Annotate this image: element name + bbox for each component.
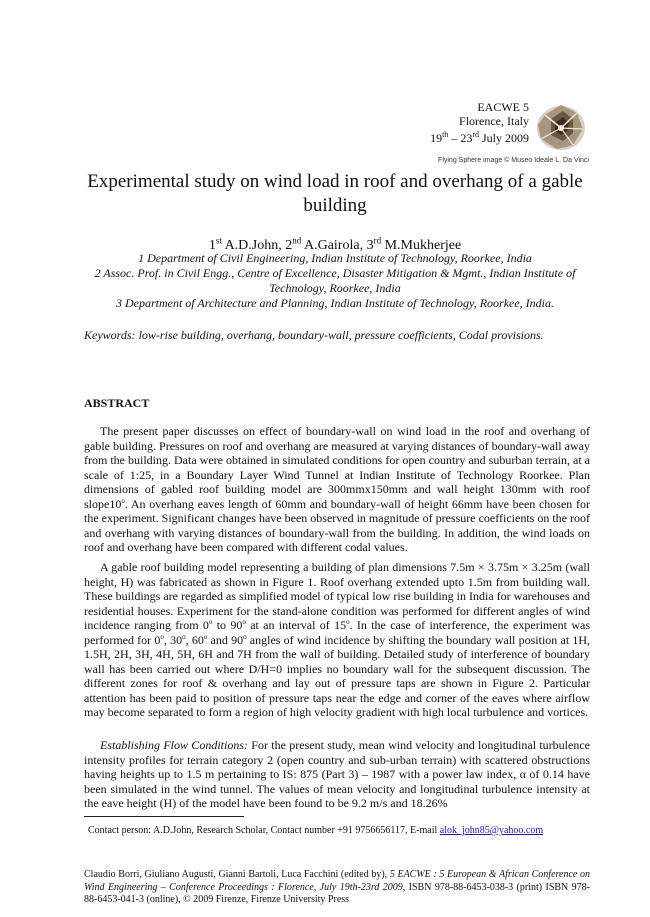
affiliation-3: 3 Department of Architecture and Planning, Indian Institute of Technology, Roorkee, India. xyxy=(115,296,555,310)
body-paragraph-3: Establishing Flow Conditions: For the present study, mean wind velocity and longitudinal turbulence intensity profiles for terrain category 2 (open country and sub-urban terrain) with scattered obstructions having heights up to 1.5 m pertaining to IS: 875 (Part 3) – 1987 with a power law index, α of 0.14 have been simulated in the wind tunnel. The values of mean velocity and longitudinal turbulence intensity at the eave height (H) of the model have been found to be 9.2 m/s and 18.26% xyxy=(84,738,590,810)
keywords-text: low-rise building, overhang, boundary-wall, pressure coefficients, Codal provisions. xyxy=(135,328,544,342)
keywords xyxy=(84,328,594,342)
contact-footnote: Contact person: A.D.John, Research Scholar, Contact number +91 9756656117, E-mail alok_john85@yahoo.com xyxy=(88,825,544,836)
conference-header xyxy=(430,100,529,145)
abstract-paragraph-1: The present paper discusses on effect of boundary-wall on wind load in the roof and overhang of gable building. Pressures on roof and overhang are measured at varying distances of boundary-wall away from the building. Data were obtained in simulated conditions for open country and suburban terrain, at a scale of 1:25, in a Boundary Layer Wind Tunnel at Indian Institute of Technology Roorkee. Plan dimensions of gabled roof building model are 300mmx150mm and wall height 130mm with roof slope10$^o$. An overhang eaves length of 60mm and boundary-wall of height 66mm have been chosen for the experiment. Significant changes have been observed in magnitude of pressure coefficients on the roof and overhang with varying distances of boundary-wall from the building. In addition, the wind loads on roof and overhang have been compared with different codal values. xyxy=(84,424,590,554)
keywords-label: Keywords: xyxy=(84,328,136,342)
body-paragraph-2: A gable roof building model representing a building of plan dimensions 7.5m × 3.75m × 3.25m (wall height, H) was fabricated as shown in Figure 1. Roof overhang extended upto 1.5m from building wall. These buildings are regarded as simplified model of typical low rise building in India for warehouses and residential houses. Experiment for the stand-alone condition was performed for different angles of wind incidence ranging from 0$^o$ to 90$^o$ at an interval of 15$^o$. In the case of interference, the experiment was performed for 0$^o$, 30$^o$, 60$^o$ and 90$^o$ angles of wind incidence by shifting the boundary wall position at 1H, 1.5H, 2H, 3H, 4H, 5H, 6H and 7H from the wall of building. Detailed study of interference of boundary wall has been carried out where D/H=0 implies no boundary wall for the subsequent discussion. The different zones for roof & overhang and lay out of pressure taps are shown in Figure 2. Particular attention has been paid to position of pressure taps near the edge and corner of the eaves where airflow may become separated to form a region of high velocity gradient with high local turbulence and vortices. xyxy=(84,560,591,719)
author-1: 1st A.D.John, xyxy=(208,235,286,253)
conference-dates: 19th – 23rd July 2009 xyxy=(430,130,529,145)
image-credit: Flying Sphere image © Museo Ideale L. Da Vinci xyxy=(438,157,589,164)
flying-sphere-logo xyxy=(533,101,589,153)
conference-name: EACWE 5 xyxy=(477,100,529,114)
affiliation-2: 2 Assoc. Prof. in Civil Engg., Centre of Excellence, Disaster Mitigation & Mgmt., Indian Institute of Technology, Roorkee, India xyxy=(94,266,576,295)
paper-title: Experimental study on wind load in roof and overhang of a gable building xyxy=(87,171,583,216)
contact-email-link[interactable]: alok_john85@yahoo.com xyxy=(439,825,544,836)
footnote-rule xyxy=(84,816,244,817)
abstract-heading: ABSTRACT xyxy=(84,396,150,410)
flow-conditions-lead: Establishing Flow Conditions: xyxy=(100,738,248,752)
author-3: 3rd M.Mukherjee xyxy=(366,235,462,253)
conference-location: Florence, Italy xyxy=(459,114,529,128)
affiliations xyxy=(80,251,590,311)
proceedings-citation: Claudio Borri, Giuliano Augusti, Gianni Bartoli, Luca Facchini (edited by), 5 EACWE : 5 European & African Conference on Wind Engineering – Conference Proceedings : Florence, July 19th-23rd 2009, ISBN 978-88-6453-038-3 (print) ISBN 978-88-6453-041-3 (online), © 2009 Firenze, Firenze University Press xyxy=(84,869,591,905)
author-2: 2nd A.Gairola, xyxy=(285,235,367,253)
affiliation-1: 1 Department of Civil Engineering, Indian Institute of Technology, Roorkee, India xyxy=(138,251,532,265)
